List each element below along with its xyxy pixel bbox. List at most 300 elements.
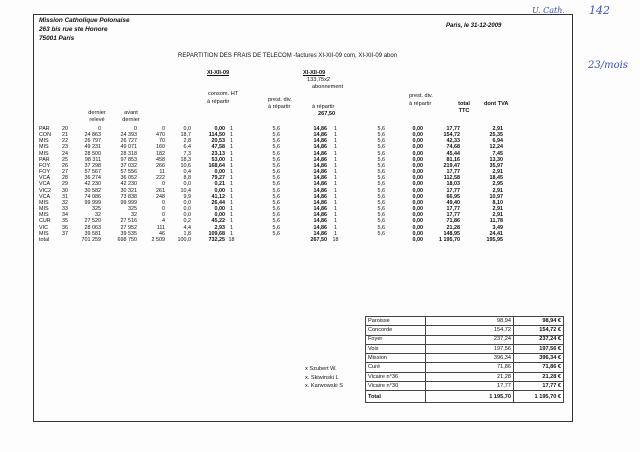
summary-label: Curé [366,363,426,372]
cell-pd: 0,00 [412,156,423,163]
cell-abon: 14,86 [313,162,327,169]
cell-k1: 1 [230,162,233,169]
cell-ttc: 154,72 [443,132,460,139]
cell-cons: 732,25 [208,236,225,243]
cell-p2: 5,6 [377,169,385,176]
cell-tva: 2,91 [492,212,503,219]
cell-prev: 73 838 [120,193,137,200]
cell-n: 34 [62,212,68,219]
cell-cons: 109,68 [208,230,225,237]
cell-k2: 1 [334,218,337,225]
cell-pd: 0,00 [412,126,423,132]
cell-ttc: 71,86 [446,218,460,225]
cell-pct: 0,4 [183,169,191,176]
cell-n [57,237,69,243]
cell-code: FOY [39,169,51,176]
cell-p2: 5,6 [377,162,385,169]
summary-v1: 21,28 [426,372,514,381]
summary-label: Voix [366,344,426,353]
cell-n: 23 [62,144,68,151]
cell-pd: 0,00 [412,224,423,231]
cell-tva: 18,45 [489,175,503,182]
cell-diff: 261 [156,187,165,194]
cell-cons: 0,00 [214,187,225,194]
cell-ttc: 17,77 [446,169,460,176]
to-distribute-label-3: à répartir [312,104,335,110]
cell-tva: 35,97 [489,162,503,169]
cell-diff: 248 [156,193,165,200]
cell-p2: 5,6 [377,187,385,194]
cell-last: 57 567 [84,169,101,176]
cell-pd: 0,00 [412,150,423,157]
cell-p1: 5,6 [272,181,280,188]
cell-prev: 36 052 [120,175,137,182]
cell-k2: 1 [334,187,337,194]
cell-k1: 1 [230,169,233,176]
cell-last: 42 230 [84,181,101,188]
org-address-city: 75001 Paris [39,35,75,42]
summary-label: Foyer [366,335,426,344]
cell-pd: 0,00 [412,230,423,237]
cell-prev: 97 853 [120,156,137,163]
cell-last: 49 231 [84,144,101,151]
cell-code: PAR [39,156,50,163]
org-name: Mission Catholique Polonaise [39,17,130,24]
cell-code: MIS [39,230,49,237]
name-item: x. Karwowski S [305,383,343,390]
cell-ttc: 17,77 [446,212,460,219]
cell-n: 35 [62,218,68,225]
subscription-total: 267,50 [318,111,336,117]
cell-p1: 5,6 [272,156,280,163]
cell-k2: 1 [334,132,337,139]
cell-pct: 0,0 [183,212,191,219]
cell-n: 31 [62,193,68,200]
org-address-street: 263 bis rue ste Honore [39,26,108,33]
cell-code: VIC [39,224,48,231]
summary-v2: 396,34 € [514,354,564,363]
cell-tva: 195,95 [486,236,503,243]
summary-label: Concorde [366,326,426,335]
cell-last: 26 797 [84,138,101,145]
cell-prev: 49 071 [120,144,137,151]
cell-cons: 0,00 [214,126,225,132]
cell-pd: 0,00 [412,193,423,200]
cell-abon: 14,86 [313,187,327,194]
cell-n: 29 [62,181,68,188]
cell-tva: 8,10 [492,199,503,206]
cell-diff: 470 [156,132,165,139]
cell-code: MIS [39,206,49,213]
page-title: REPARTITION DES FRAIS DE TELECOM -factures XI-XII-09 com, XI-XII-09 abon [178,53,398,59]
cell-last: 74 086 [84,193,101,200]
cell-k2: 1 [334,156,337,163]
cell-last: 36 274 [84,175,101,182]
cell-abon: 14,86 [313,169,327,176]
cell-diff: 0 [162,206,165,213]
summary-table [365,316,564,403]
cell-last: 28 500 [84,150,101,157]
cell-k1: 1 [230,212,233,219]
summary-row [366,335,564,344]
cell-pd: 0,00 [412,199,423,206]
cell-last: 32 [95,212,101,219]
cell-cons: 0,21 [214,181,225,188]
cell-code: MIS [39,138,49,145]
cell-tva: 2,91 [492,126,503,132]
cell-p2: 5,6 [377,206,385,213]
last-reading-label: dernier relevé [88,110,106,123]
cell-ttc: 81,16 [446,156,460,163]
cell-p2: 5,6 [377,126,385,132]
cell-last: 0 [98,126,101,132]
cell-prev: 24 393 [120,132,137,139]
summary-v1: 17,77 [426,382,514,391]
cell-code: FOY [39,162,51,169]
period-subscription: XI-XII-09 [303,70,326,76]
cell-prev: 57 556 [120,169,137,176]
cell-p2: 5,6 [377,218,385,225]
cell-tva: 10,97 [489,193,503,200]
summary-label: Mission [366,354,426,363]
cell-p2: 5,6 [377,138,385,145]
cell-k2: 1 [334,193,337,200]
cell-ttc: 18,03 [446,181,460,188]
cell-last: 701 259 [81,236,101,243]
cell-abon: 14,86 [313,218,327,225]
summary-label: Vicaire n°36 [366,372,426,381]
cell-k2: 1 [334,144,337,151]
cell-ttc: 21,28 [446,224,460,231]
cell-k2: 1 [334,224,337,231]
summary-v2: 197,56 € [514,344,564,353]
summary-v2: 98,94 € [514,317,564,326]
allocation-table [38,126,504,243]
cell-last: 30 582 [84,187,101,194]
total-ttc-label: total TTC [458,101,470,114]
cell-last: 28 063 [84,224,101,231]
page-number: 142 [589,4,610,17]
cell-tva: 2,95 [492,181,503,188]
cell-tva: 3,49 [492,224,503,231]
cell-last: 24 863 [84,132,101,139]
cell-tva: 11,78 [489,218,503,225]
cell-prev: 27 516 [120,218,137,225]
cell-k1: 1 [230,138,233,145]
cell-p2: 5,6 [377,144,385,151]
cell-k2: 1 [334,230,337,237]
cell-pd: 0,00 [412,236,423,243]
cell-prev: 39 535 [120,230,137,237]
cell-pct: 2,8 [183,138,191,145]
cell-p1: 5,6 [272,144,280,151]
cell-pct: 0,0 [183,199,191,206]
cell-code: VCA [39,193,51,200]
cell-prev: 42 230 [120,181,137,188]
cell-p1: 5,6 [272,150,280,157]
cell-pct: 8,8 [183,175,191,182]
cell-p1: 5,6 [272,138,280,145]
cell-n: 32 [62,199,68,206]
cell-prev: 32 [131,212,137,219]
cell-tva: 13,30 [489,156,503,163]
cell-prev: 26 727 [120,138,137,145]
cell-prev: 27 952 [120,224,137,231]
cell-p1: 5,6 [272,218,280,225]
cell-k2: 1 [334,126,337,132]
summary-v1: 237,24 [426,335,514,344]
summary-row [366,363,564,372]
name-item: x. Skiwinski L [305,374,339,381]
cell-k1: 1 [230,230,233,237]
summary-row [366,326,564,335]
cell-last: 37 298 [84,162,101,169]
cell-k1: 1 [230,187,233,194]
cell-diff: 182 [156,150,165,157]
cell-n: 27 [62,169,68,176]
cell-k1: 1 [230,175,233,182]
cell-pct: 10,6 [180,162,191,169]
cell-tva: 25,35 [489,132,503,139]
cell-pct: 0,0 [183,126,191,132]
cell-p1: 5,6 [272,206,280,213]
cell-diff: 111 [156,224,165,231]
cell-k2: 1 [334,150,337,157]
cell-abon: 14,86 [313,230,327,237]
cell-pd: 0,00 [412,138,423,145]
consumption-label: consom. HT [208,91,239,97]
cell-pd: 0,00 [412,218,423,225]
cell-abon: 14,86 [313,175,327,182]
cell-diff: 222 [156,175,165,182]
to-distribute-label-4: à répartir [409,101,432,107]
cell-ttc: 17,77 [446,187,460,194]
cell-diff: 46 [159,230,165,237]
cell-n: 33 [62,206,68,213]
summary-v1: 197,56 [426,344,514,353]
cell-tva: 24,41 [489,230,503,237]
cell-abon: 14,86 [313,156,327,163]
cell-k1: 1 [230,132,233,139]
cell-pct: 18,3 [180,156,191,163]
cell-diff: 0 [162,126,165,132]
cell-k2: 1 [334,181,337,188]
cell-pct: 0,0 [183,206,191,213]
cell-ttc: 148,95 [443,230,460,237]
cell-p1: 5,6 [272,224,280,231]
cell-ttc: 17,77 [446,206,460,213]
cell-abon: 14,86 [313,181,327,188]
summary-v1: 396,34 [426,354,514,363]
cell-code: VCA [39,175,51,182]
cell-p2: 5,6 [377,156,385,163]
cell-cons: 114,50 [208,132,225,139]
cell-pct: 0,0 [183,181,191,188]
cell-pd: 0,00 [412,181,423,188]
cell-code: MIS [39,150,49,157]
cell-pd: 0,00 [412,206,423,213]
cell-diff: 0 [162,199,165,206]
summary-row [366,344,564,353]
cell-prev: 30 321 [120,187,137,194]
cell-tva: 2,91 [492,169,503,176]
vat-label: dont TVA [484,101,509,107]
cell-pd: 0,00 [412,169,423,176]
cell-tva: 6,94 [492,138,503,145]
subscription-formula: 133,75x2 [307,77,331,83]
cell-p2: 5,6 [377,132,385,139]
cell-cons: 2,93 [214,224,225,231]
previous-reading-label: avant dernier [122,110,140,123]
cell-p1: 5,6 [272,187,280,194]
summary-v1: 1 195,70 [426,391,514,403]
cell-cons: 41,12 [211,193,225,200]
cell-p2: 5,6 [377,212,385,219]
cell-cons: 79,27 [211,175,225,182]
cell-p1: 5,6 [272,162,280,169]
cell-cons: 47,58 [211,144,225,151]
cell-diff: 2 509 [151,236,165,243]
cell-code: total [39,236,50,243]
cell-abon: 14,86 [313,212,327,219]
cell-p1: 5,6 [272,126,280,132]
cell-n: 36 [62,224,68,231]
cell-k2: 1 [334,175,337,182]
cell-pd: 0,00 [412,132,423,139]
cell-pct: 6,4 [183,144,191,151]
summary-row [366,372,564,381]
cell-abon: 14,86 [313,126,327,132]
cell-ttc: 45,44 [446,150,460,157]
cell-n: 30 [62,187,68,194]
cell-k2: 1 [334,212,337,219]
cell-abon: 14,86 [313,224,327,231]
cell-n: 20 [62,126,68,132]
cell-diff: 266 [156,162,165,169]
subscription-label: abonnement [312,84,344,90]
cell-cons: 0,00 [214,169,225,176]
prest-div-label-2: prest. div. [409,93,433,99]
cell-cons: 45,22 [211,218,225,225]
cell-code: CON [39,132,51,139]
cell-n: 21 [62,132,68,139]
summary-row [366,354,564,363]
cell-pct: 1,8 [183,230,191,237]
cell-abon: 14,86 [313,144,327,151]
cell-p1: 5,6 [272,175,280,182]
cell-tva: 7,45 [492,150,503,157]
handwritten-rate: 23/mois [588,60,628,71]
cell-pd: 0,00 [412,144,423,151]
summary-row [366,317,564,326]
summary-label: Paroisse [366,317,426,326]
cell-diff: 4 [162,218,165,225]
cell-abon: 14,86 [313,150,327,157]
cell-pct: 4,4 [183,224,191,231]
cell-last: 325 [92,206,101,213]
total-row [38,237,504,243]
cell-p2 [343,237,386,243]
cell-k2: 18 [332,236,339,243]
summary-row [366,391,564,403]
cell-last: 27 520 [84,218,101,225]
cell-code: MIS [39,144,49,151]
cell-ttc: 219,47 [443,162,460,169]
cell-abon: 267,50 [310,236,327,243]
names-list [305,365,343,391]
cell-pd: 0,00 [412,162,423,169]
cell-n: 26 [62,162,68,169]
cell-diff: 0 [162,181,165,188]
cell-abon: 14,86 [313,132,327,139]
cell-p2: 5,6 [377,199,385,206]
cell-prev: 325 [128,206,137,213]
cell-p2: 5,6 [377,224,385,231]
cell-abon: 14,86 [313,199,327,206]
cell-k1: 1 [230,181,233,188]
cell-k2: 1 [334,206,337,213]
summary-v1: 154,72 [426,326,514,335]
cell-prev: 37 032 [120,162,137,169]
to-distribute-label-1: à répartir [207,99,230,105]
cell-code: MIS [39,199,49,206]
cell-k1: 1 [230,199,233,206]
cell-k1: 1 [230,150,233,157]
cell-pct: 10,4 [180,187,191,194]
summary-label: Vicaire n°30 [366,382,426,391]
cell-n: 24 [62,150,68,157]
cell-abon: 14,86 [313,138,327,145]
cell-prev: 698 750 [117,236,137,243]
cell-p1: 5,6 [272,230,280,237]
summary-v1: 71,86 [426,363,514,372]
name-item: x Szubert W. [305,366,337,372]
cell-k1: 18 [228,236,235,243]
cell-n: 22 [62,138,68,145]
cell-cons: 23,13 [211,150,225,157]
summary-v1: 98,94 [426,317,514,326]
cell-p2: 5,6 [377,150,385,157]
cell-k1: 1 [230,224,233,231]
period-consumption: XI-XII-09 [207,70,230,76]
cell-ttc: 17,77 [446,126,460,132]
cell-pct: 9,9 [183,193,191,200]
cell-p2: 5,6 [377,193,385,200]
summary-v2: 17,77 € [514,382,564,391]
cell-cons: 0,00 [214,212,225,219]
handwritten-note: U. Cath. [532,6,565,15]
cell-ttc: 74,68 [446,144,460,151]
cell-p2: 5,6 [377,230,385,237]
cell-k1: 1 [230,218,233,225]
cell-n: 37 [62,230,68,237]
cell-abon: 14,86 [313,193,327,200]
summary-v2: 154,72 € [514,326,564,335]
cell-pd: 0,00 [412,187,423,194]
place-date: Paris, le 31-12-2009 [446,23,502,29]
cell-code: MIS [39,212,49,219]
cell-prev: 0 [134,126,137,132]
cell-k2: 1 [334,169,337,176]
cell-k2: 1 [334,162,337,169]
cell-diff: 0 [162,212,165,219]
cell-ttc: 1 195,70 [439,236,460,243]
cell-cons: 168,64 [208,162,225,169]
cell-p1: 5,6 [272,169,280,176]
cell-k1: 1 [230,156,233,163]
cell-prev: 28 318 [120,150,137,157]
cell-code: VIC2 [39,187,51,194]
